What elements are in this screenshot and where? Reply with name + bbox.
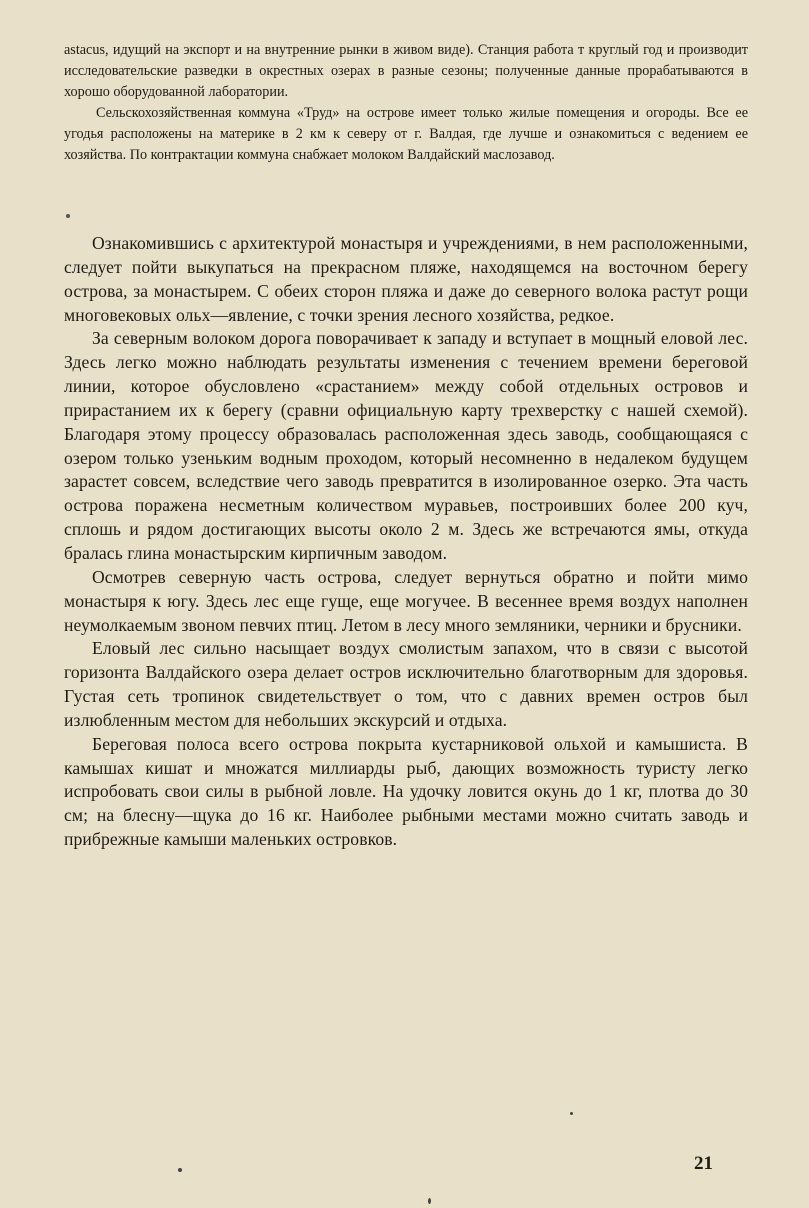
paragraph: Береговая полоса всего острова покрыта кустарниковой ольхой и камышиста. В камышах кишат и множатся миллиарды рыб, дающих возможность туристу легко испробовать свои силы в рыбной ловле. На удочку ловится окунь до 1 кг, плотва до 30 см; на блесну—щука до 16 кг. Наиболее рыбными местами можно считать заводь и прибрежные камыши маленьких островков. — [64, 733, 748, 850]
paragraph: За северным волоком дорога поворачивает к западу и вступает в мощный еловой лес. Здесь легко можно наблюдать результаты изменения с течением времени береговой линии, которое обусловлено «срастанием» между собой отдельных островов и прирастанием их к берегу (сравни официальную карту трехверстку с нашей схемой). Благодаря этому процессу образовалась расположенная здесь заводь, сообщающаяся с озером только узеньким водным проходом, который несомненно в недалеком будущем зарастет совсем, вследствие чего заводь превратится в изолированное озерко. Эта часть острова поражена несметным количеством муравьев, построивших более 200 куч, сплошь и рядом достигающих высоты около 2 м. Здесь же встречаются ямы, откуда бралась глина монастырским кирпичным заводом. — [64, 328, 748, 563]
small-print-section — [64, 40, 748, 166]
page-number: 21 — [694, 1153, 713, 1174]
paragraph: Осмотрев северную часть острова, следует вернуться обратно и пойти мимо монастыря к югу. Здесь лес еще гуще, еще могучее. В весеннее время воздух наполнен неумолкаемым звоном певчих птиц. Летом в лесу много земляники, черники и брусники. — [64, 566, 748, 635]
print-speck — [570, 1112, 573, 1115]
print-speck — [178, 1168, 182, 1172]
print-speck — [428, 1198, 431, 1204]
main-text-section — [64, 232, 748, 852]
paragraph: Ознакомившись с архитектурой монастыря и учреждениями, в нем расположенными, следует пойти выкупаться на прекрасном пляже, находящемся на восточном берегу острова, за монастырем. С обеих сторон пляжа и даже до северного волока растут рощи многовековых ольх—явление, с точки зрения лесного хозяйства, редкое. — [64, 233, 748, 325]
small-paragraph: astacus, идущий на экспорт и на внутренние рынки в живом виде). Станция работа т круглый год и производит исследовательские разведки в окрестных озерах в разные сезоны; полученные данные прорабатываются в хорошо оборудованной лаборатории. — [64, 42, 748, 100]
small-paragraph: Сельскохозяйственная коммуна «Труд» на острове имеет только жилые помещения и огороды. Все ее угодья расположены на материке в 2 км к северу от г. Валдая, где лучше и ознакомиться с ведением ее хозяйства. По контрактации коммуна снабжает молоком Валдайский маслозавод. — [64, 105, 748, 163]
print-speck — [66, 214, 70, 218]
paragraph: Еловый лес сильно насыщает воздух смолистым запахом, что в связи с высотой горизонта Валдайского озера делает остров исключительно благотворным для здоровья. Густая сеть тропинок свидетельствует о том, что с давних времен остров был излюбленным местом для небольших экскурсий и отдыха. — [64, 638, 748, 730]
